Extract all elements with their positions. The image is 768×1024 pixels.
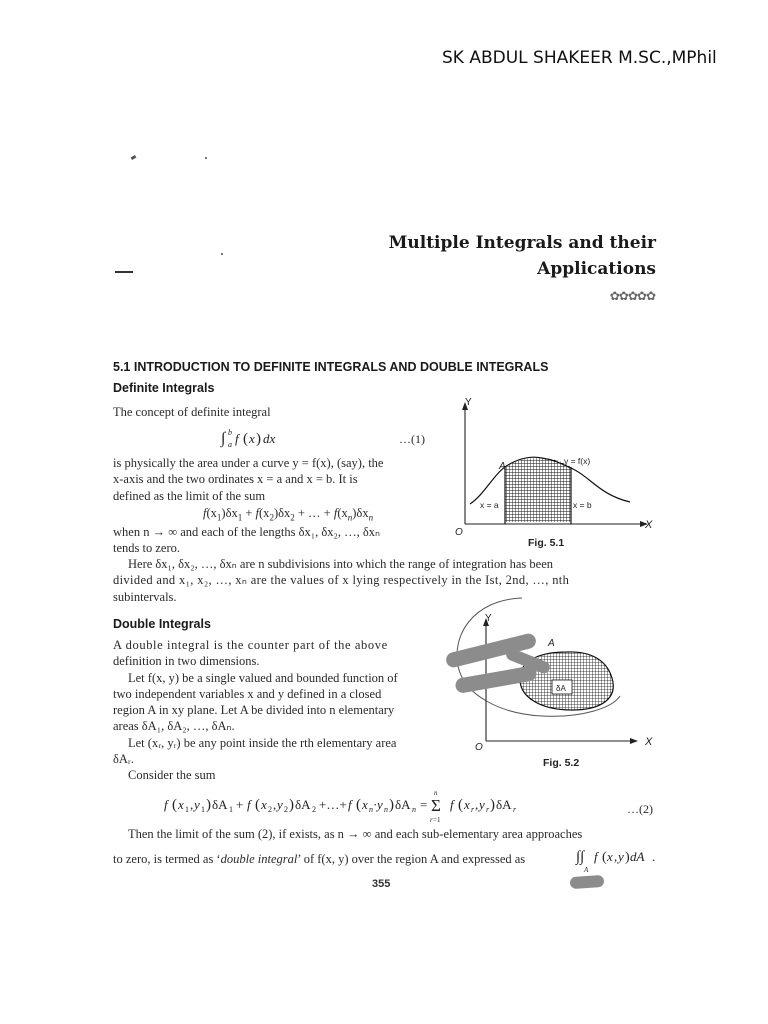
svg-text:): )	[256, 431, 261, 447]
svg-text:f: f	[348, 797, 352, 812]
equation-2-label: …(2)	[627, 802, 653, 816]
svg-text:f: f	[594, 849, 598, 864]
double-line11-a: to zero, is termed as ‘	[113, 852, 221, 866]
definite-paragraph-2	[113, 524, 433, 557]
svg-text:y: y	[377, 797, 383, 812]
equation-2	[160, 787, 530, 825]
svg-text:x: x	[178, 797, 184, 812]
svg-text:+: +	[236, 797, 244, 812]
definite-intro: The concept of definite integral	[113, 405, 271, 419]
double-line11-em: double integral	[220, 852, 298, 866]
svg-text:(: (	[172, 797, 177, 813]
chapter-title-line1: Multiple Integrals and their	[388, 233, 656, 253]
svg-text:a: a	[228, 440, 232, 449]
svg-text:f: f	[235, 431, 239, 446]
svg-text:x: x	[464, 797, 470, 812]
fig2-y-label: Y	[485, 613, 492, 624]
author-header: SK ABDUL SHAKEER M.SC.,MPhil	[442, 48, 717, 68]
svg-text:x: x	[249, 431, 255, 446]
definite-line2: x-axis and the two ordinates x = a and x = b. It is	[113, 472, 358, 487]
double-line3: Let f(x, y) be a single valued and bounded function of	[128, 670, 398, 685]
double-closing-paragraph	[113, 826, 658, 842]
svg-text:2: 2	[268, 805, 272, 814]
svg-text:(: (	[602, 850, 607, 865]
definite-line6: Here δx₁, δx₂, …, δxₙ are n subdivisions into which the range of integration has been	[128, 557, 554, 571]
svg-text:(: (	[255, 797, 260, 813]
svg-text:): )	[206, 797, 211, 813]
svg-text:+…+: +…+	[319, 797, 347, 812]
fig1-shaded-area	[505, 454, 571, 524]
svg-text:∫∫: ∫∫	[576, 849, 585, 865]
svg-text:f: f	[450, 797, 454, 812]
svg-text:A: A	[584, 866, 589, 874]
svg-text:δA: δA	[295, 797, 311, 812]
chapter-rule	[115, 271, 133, 273]
svg-text:(: (	[243, 431, 248, 447]
double-line8: δAᵣ.	[113, 752, 134, 767]
svg-text:x: x	[261, 797, 267, 812]
fig1-curve-label: y = f(x)	[564, 456, 591, 466]
pen-scribble	[570, 875, 605, 889]
double-integrals-heading: Double Integrals	[113, 617, 211, 631]
svg-text:y: y	[618, 849, 624, 864]
svg-text:δA: δA	[496, 797, 512, 812]
equation-1-label: …(1)	[399, 432, 425, 446]
svg-text:y: y	[277, 797, 283, 812]
svg-text:b: b	[228, 428, 232, 437]
scan-mark	[221, 253, 223, 255]
svg-text:x: x	[362, 797, 368, 812]
double-line11-b: ’ of f(x, y) over the region A and expressed as	[297, 852, 526, 866]
fig1-origin-label: O	[455, 527, 463, 538]
double-line9: Consider the sum	[128, 768, 216, 783]
svg-text:n: n	[369, 805, 373, 814]
definite-integrals-heading: Definite Integrals	[113, 381, 215, 395]
fig1-x-label: X	[645, 519, 653, 531]
double-integral-notation	[574, 842, 659, 874]
svg-text:): )	[389, 797, 394, 813]
double-line2: definition in two dimensions.	[113, 654, 260, 669]
svg-text:dA: dA	[630, 849, 645, 864]
svg-text:): )	[289, 797, 294, 813]
definite-paragraph	[113, 455, 433, 504]
svg-text:r: r	[486, 805, 490, 814]
chapter-title	[389, 230, 656, 282]
double-line5: region A in xy plane. Let A be divided into n elementary	[113, 703, 395, 718]
svg-text:,: ,	[190, 797, 194, 812]
scan-mark	[205, 157, 207, 159]
svg-text:1: 1	[201, 805, 205, 814]
definite-line1: is physically the area under a curve y = f(x), (say), the	[113, 456, 384, 470]
equation-1	[218, 426, 308, 450]
svg-text:dx: dx	[263, 431, 276, 446]
svg-text:1: 1	[229, 805, 233, 814]
scan-mark	[131, 155, 137, 160]
svg-text:r: r	[513, 805, 517, 814]
section-heading: 5.1 INTRODUCTION TO DEFINITE INTEGRALS AND DOUBLE INTEGRALS	[113, 360, 549, 374]
svg-text:f: f	[247, 797, 251, 812]
svg-text:r: r	[430, 816, 433, 824]
definite-line8: subintervals.	[113, 589, 177, 604]
definite-line4: when n → ∞ and each of the lengths δx₁, δx₂, …, δxₙ	[113, 525, 380, 539]
svg-text:): )	[625, 850, 630, 865]
fig2-element-label: δA	[556, 684, 566, 693]
fig1-y-label: Y	[465, 397, 472, 408]
svg-text:Σ: Σ	[431, 796, 441, 815]
svg-text:n: n	[412, 805, 416, 814]
chapter-title-line2: Applications	[537, 259, 656, 279]
svg-text:,: ,	[273, 797, 277, 812]
fig1-region-label: A	[499, 461, 506, 472]
svg-text:y: y	[194, 797, 200, 812]
svg-text:,: ,	[475, 797, 479, 812]
page-number: 355	[372, 878, 391, 890]
double-line4: two independent variables x and y defined in a closed	[113, 686, 382, 701]
double-line6: areas δA₁, δA₂, …, δAₙ.	[113, 719, 235, 734]
sum-expression: $f(x_1)\delta x_1 + f(x_2)\delta x_2$ + … + $f(x_n)\delta x_n$	[203, 506, 374, 523]
double-paragraph	[113, 637, 453, 784]
fig2-origin-label: O	[475, 742, 483, 753]
svg-text:∫: ∫	[221, 430, 226, 447]
svg-text:n: n	[384, 805, 388, 814]
fig2-x-label: X	[645, 736, 653, 748]
chapter-ornament: ✿✿✿✿✿	[609, 289, 655, 303]
svg-text:δA: δA	[395, 797, 411, 812]
double-line7: Let (xᵣ, yᵣ) be any point inside the rth elementary area	[128, 735, 397, 750]
figure-5-1	[440, 394, 665, 554]
definite-line5: tends to zero.	[113, 541, 180, 556]
svg-text:.: .	[652, 849, 656, 864]
svg-text:r: r	[471, 805, 475, 814]
svg-text:·: ·	[373, 797, 378, 812]
svg-text:n: n	[434, 789, 438, 797]
definite-line3: defined as the limit of the sum	[113, 488, 266, 503]
svg-text:x: x	[607, 849, 613, 864]
svg-text:1: 1	[185, 805, 189, 814]
svg-text:): )	[490, 797, 495, 813]
double-line11	[113, 851, 525, 867]
fig2-region-label: A	[548, 638, 555, 649]
svg-text:y: y	[479, 797, 485, 812]
svg-text:(: (	[458, 797, 463, 813]
fig1-right-ordinate-label: x = b	[573, 500, 592, 510]
svg-text:δA: δA	[212, 797, 228, 812]
fig1-caption: Fig. 5.1	[528, 537, 565, 549]
svg-text:,: ,	[614, 849, 618, 864]
svg-text:2: 2	[312, 805, 316, 814]
definite-line7: divided and x₁, x₂, …, xₙ are the values of x lying respectively in the Ist, 2nd, …, nth	[113, 573, 570, 588]
fig1-left-ordinate-label: x = a	[480, 500, 499, 510]
svg-text:=: =	[420, 797, 428, 812]
fig2-caption: Fig. 5.2	[543, 757, 580, 769]
double-line1: A double integral is the counter part of the above	[113, 638, 388, 652]
svg-text:2: 2	[284, 805, 288, 814]
svg-text:f: f	[164, 797, 168, 812]
svg-text:=1: =1	[433, 816, 441, 824]
double-line10: Then the limit of the sum (2), if exists, as n → ∞ and each sub-elementary area approaches	[128, 827, 583, 841]
svg-text:(: (	[356, 797, 361, 813]
